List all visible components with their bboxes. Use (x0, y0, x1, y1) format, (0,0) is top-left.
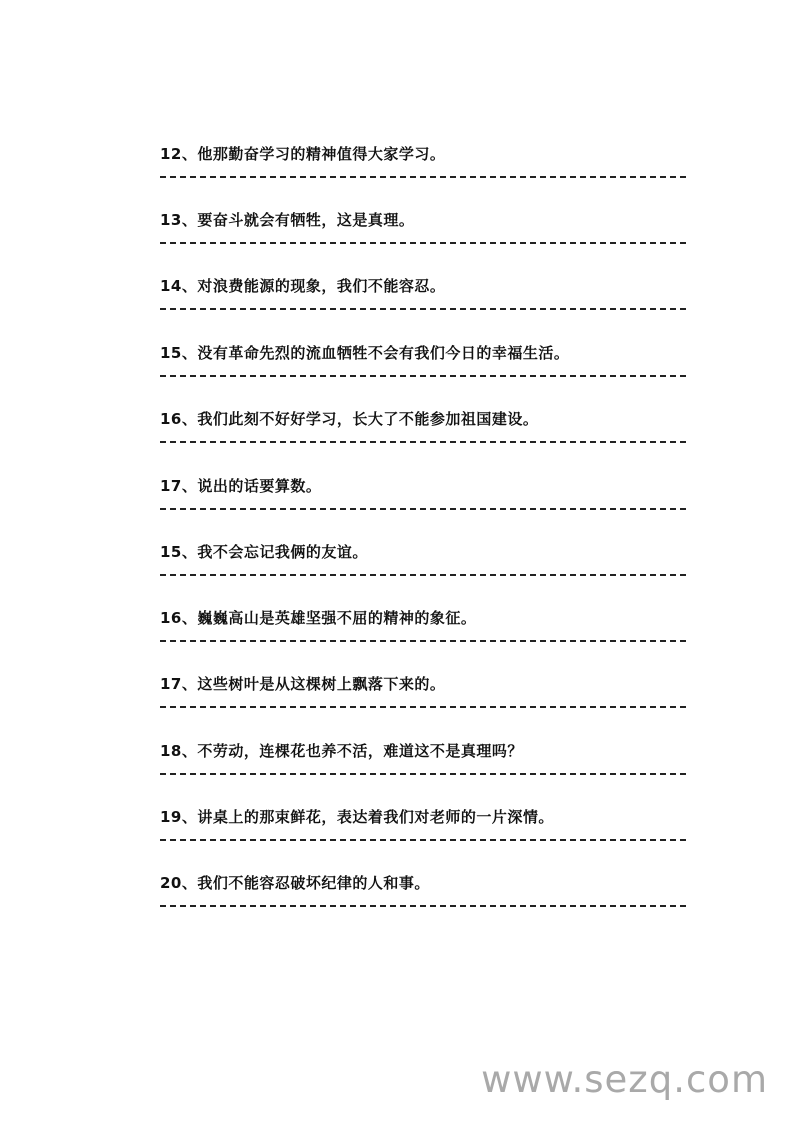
sentence-text: 20、我们不能容忍破坏纪律的人和事。 (160, 874, 430, 892)
sentence-item (160, 407, 700, 473)
sentence-item (160, 805, 700, 871)
answer-line (160, 773, 686, 775)
answer-line (160, 176, 686, 178)
sentence-text: 16、巍巍高山是英雄坚强不屈的精神的象征。 (160, 609, 477, 627)
answer-line (160, 242, 686, 244)
sentence-item (160, 606, 700, 672)
sentence-text: 12、他那勤奋学习的精神值得大家学习。 (160, 145, 446, 163)
sentence-item (160, 474, 700, 540)
answer-line (160, 308, 686, 310)
watermark-text: www.sezq.com (481, 1058, 768, 1101)
sentence-text: 17、这些树叶是从这棵树上飘落下来的。 (160, 675, 446, 693)
sentence-item (160, 739, 700, 805)
sentence-text: 17、说出的话要算数。 (160, 477, 322, 495)
sentence-text: 16、我们此刻不好好学习，长大了不能参加祖国建设。 (160, 410, 539, 428)
sentence-text: 15、我不会忘记我俩的友谊。 (160, 543, 368, 561)
answer-line (160, 706, 686, 708)
sentence-text: 15、没有革命先烈的流血牺牲不会有我们今日的幸福生活。 (160, 344, 570, 362)
sentence-item (160, 341, 700, 407)
sentence-item (160, 142, 700, 208)
answer-line (160, 574, 686, 576)
answer-line (160, 375, 686, 377)
answer-line (160, 640, 686, 642)
sentence-text: 19、讲桌上的那束鲜花，表达着我们对老师的一片深情。 (160, 808, 554, 826)
sentence-item (160, 540, 700, 606)
sentence-item (160, 274, 700, 340)
answer-line (160, 905, 686, 907)
answer-line (160, 839, 686, 841)
sentence-item (160, 672, 700, 738)
sentence-text: 14、对浪费能源的现象，我们不能容忍。 (160, 277, 446, 295)
sentence-item (160, 871, 700, 937)
sentence-item (160, 208, 700, 274)
sentence-text: 18、不劳动，连棵花也养不活，难道这不是真理吗？ (160, 742, 523, 760)
answer-line (160, 508, 686, 510)
sentence-text: 13、要奋斗就会有牺牲，这是真理。 (160, 211, 415, 229)
answer-line (160, 441, 686, 443)
